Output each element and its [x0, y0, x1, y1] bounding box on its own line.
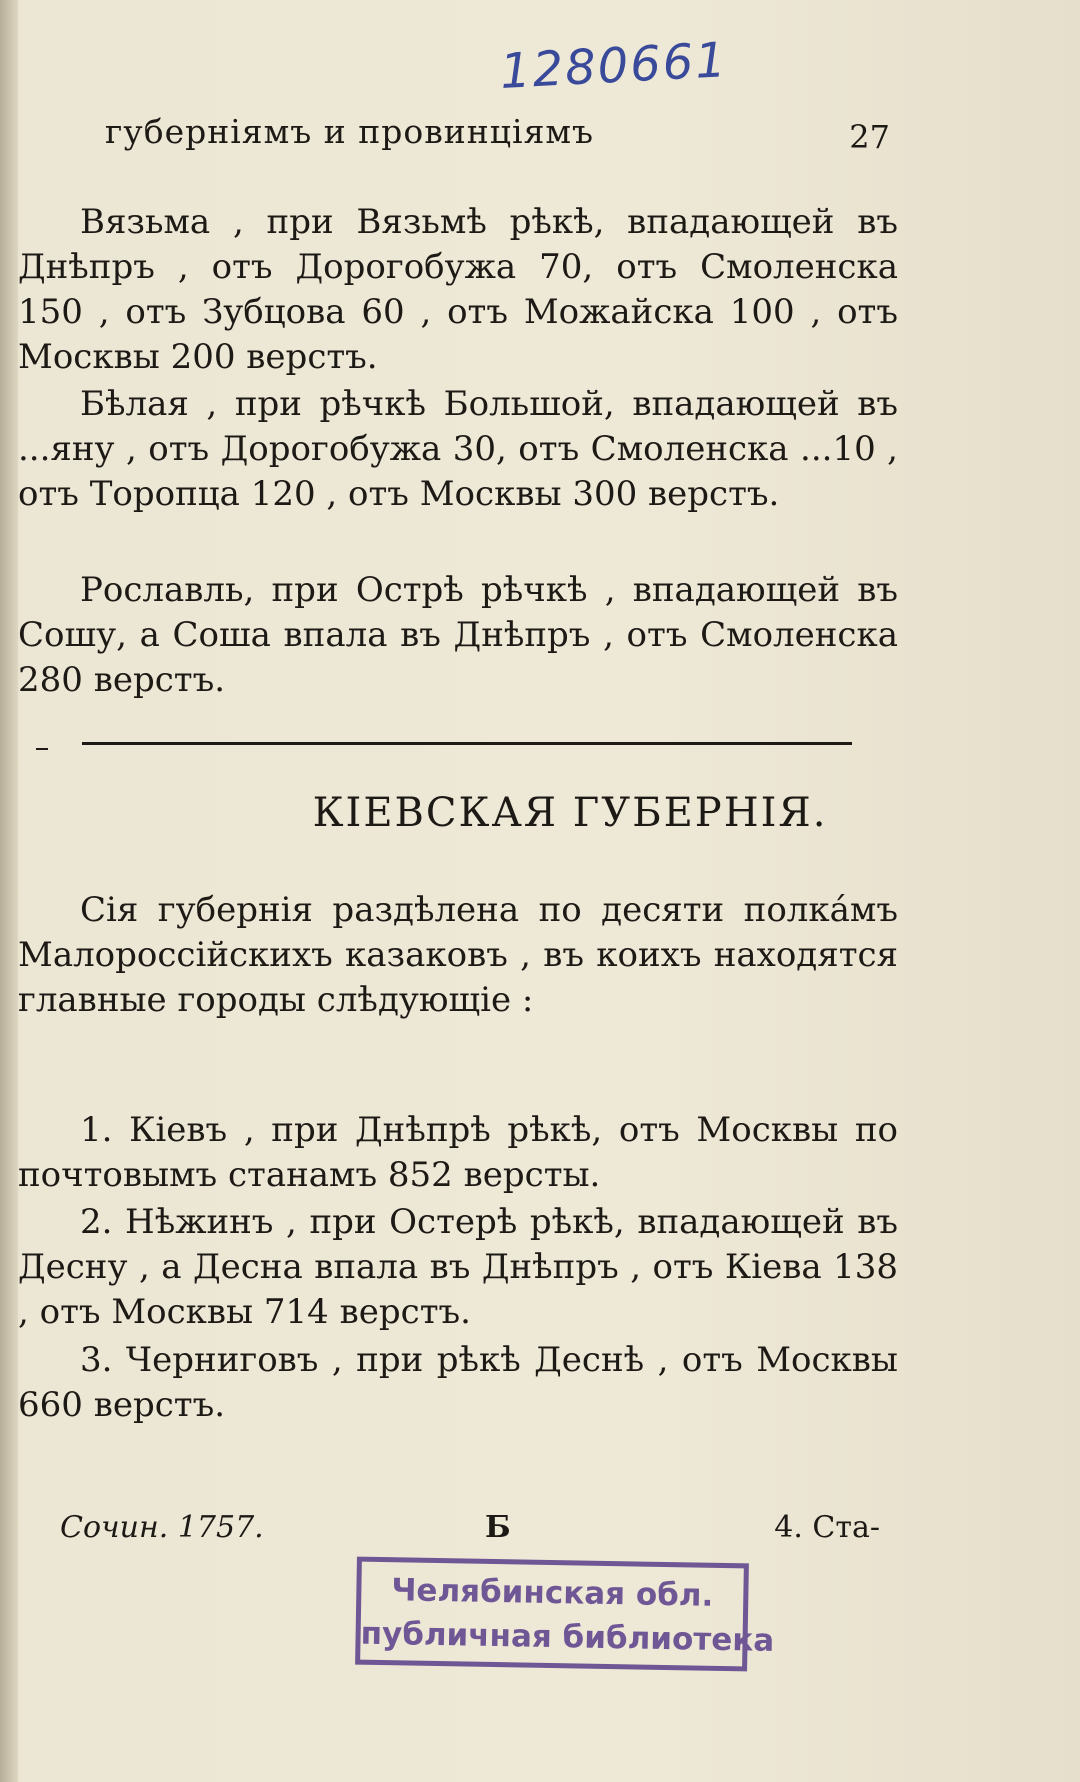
paragraph-belaya: Бѣлая , при рѣчкѣ Большой, впадающей въ ...яну , отъ Дорогобужа 30, отъ Смоленска ...10 , отъ Торопца 120 , отъ Москвы 300 верстъ. — [18, 384, 898, 514]
list-item-nezhin: 2. Нѣжинъ , при Остерѣ рѣкѣ, впадающей въ Десну , а Десна впала въ Днѣпръ , отъ Кіева 138 , отъ Москвы 714 верстъ. — [18, 1202, 898, 1332]
paragraph-roslavl: Рославль, при Острѣ рѣчкѣ , впадающей въ Сошу, а Соша впала въ Днѣпръ , отъ Смоленска 280 верстъ. — [18, 570, 898, 700]
stamp-line-1: Челябинская обл. — [391, 1572, 714, 1614]
stamp-line-2: публичная библиотека — [360, 1615, 775, 1659]
signature-mark: Б — [485, 1510, 511, 1545]
paragraph-vyazma: Вязьма , при Вязьмѣ рѣкѣ, впадающей въ Днѣпръ , отъ Дорогобужа 70, отъ Смоленска 150 , отъ Зубцова 60 , отъ Можайска 100 , отъ Москвы 200 верстъ. — [18, 202, 898, 377]
section-title: КІЕВСКАЯ ГУБЕРНІЯ. — [312, 790, 828, 836]
section-rule — [82, 742, 852, 745]
page-gutter — [0, 0, 18, 1782]
list-item-kiev: 1. Кіевъ , при Днѣпрѣ рѣкѣ, отъ Москвы по почтовымъ станамъ 852 версты. — [18, 1110, 898, 1195]
rule-tick — [36, 748, 48, 750]
signature-note: Сочин. 1757. — [60, 1510, 264, 1545]
catchword: 4. Ста- — [774, 1510, 880, 1545]
handwritten-inventory-number: 1280661 — [498, 32, 730, 100]
running-head: губерніямъ и провинціямъ — [105, 112, 595, 151]
page-number: 27 — [849, 118, 890, 156]
list-item-chernigov: 3. Черниговъ , при рѣкѣ Деснѣ , отъ Москвы 660 верстъ. — [18, 1340, 898, 1425]
intro-paragraph: Сія губернія раздѣлена по десяти полкáмъ Малороссійскихъ казаковъ , въ коихъ находятся главные городы слѣдующіе : — [18, 890, 898, 1020]
library-stamp — [355, 1557, 775, 1672]
